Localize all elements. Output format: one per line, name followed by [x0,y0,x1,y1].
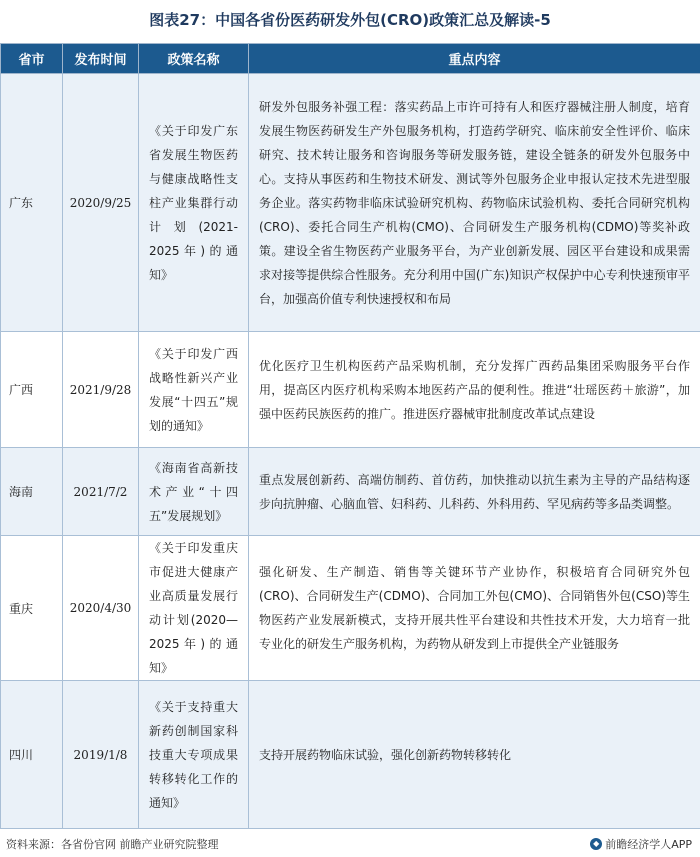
brand [590,836,692,852]
cell-date: 2020/4/30 [63,536,139,681]
table-row [1,332,700,448]
table-row [1,74,700,332]
cell-policy: 《关于印发重庆市促进大健康产业高质量发展行动计划(2020—2025年)的通知》 [139,536,249,681]
cell-content: 研发外包服务补强工程：落实药品上市许可持有人和医疗器械注册人制度，培育发展生物医药研发生产外包服务机构，打造药学研究、临床前安全性评价、临床研究、技术转让服务和咨询服务等研发服务链，建设全链条的研发外包服务中心。支持从事医药和生物技术研发、测试等外包服务企业申报认定技术先进型服务企业。落实药物非临床试验研究机构、药物临床试验机构、委托合同研究机构(CRO)、委托合同生产机构(CMO)、合同研发生产服务机构(CDMO)等奖补政策。建设全省生物医药产业服务平台，为产业创新发展、园区平台建设和成果需求对接等提供综合性服务。充分利用中国(广东)知识产权保护中心专利快速预审平台，加强高价值专利快速授权和布局 [249,74,700,332]
cell-date: 2021/9/28 [63,332,139,448]
source-note: 资料来源：各省份官网 前瞻产业研究院整理 [6,838,219,851]
cell-content: 优化医疗卫生机构医药产品采购机制，充分发挥广西药品集团采购服务平台作用，提高区内医疗机构采购本地医药产品的便利性。推进“壮瑶医药＋旅游”，加强中医药民族医药的推广。推进医疗器械审批制度改革试点建设 [249,332,700,448]
cell-policy: 《关于支持重大新药创制国家科技重大专项成果转移转化工作的通知》 [139,681,249,829]
header-policy: 政策名称 [139,44,249,74]
header-date: 发布时间 [63,44,139,74]
cell-date: 2021/7/2 [63,448,139,536]
table-row [1,681,700,829]
cell-content: 强化研发、生产制造、销售等关键环节产业协作，积极培育合同研究外包(CRO)、合同研发生产(CDMO)、合同加工外包(CMO)、合同销售外包(CSO)等生物医药产业发展新模式，支持开展共性平台建设和共性技术开发，大力培育一批专业化的研发生产服务机构，为药物从研发到上市提供全产业链服务 [249,536,700,681]
header-province: 省市 [1,44,63,74]
policy-table [0,43,700,829]
cell-policy: 《关于印发广东省发展生物医药与健康战略性支柱产业集群行动计划(2021-2025年)的通知》 [139,74,249,332]
cell-province: 海南 [1,448,63,536]
cell-content: 重点发展创新药、高端仿制药、首仿药，加快推动以抗生素为主导的产品结构逐步向抗肿瘤、心脑血管、妇科药、儿科药、外科用药、罕见病药等多品类调整。 [249,448,700,536]
cell-policy: 《海南省高新技术产业“十四五”发展规划》 [139,448,249,536]
qianzhan-logo-icon: ◆ [590,838,602,850]
cell-province: 四川 [1,681,63,829]
cell-date: 2019/1/8 [63,681,139,829]
footer [0,830,700,857]
table-header-row [1,44,700,74]
brand-label: 前瞻经济学人APP [605,838,692,851]
cell-province: 广西 [1,332,63,448]
table-row [1,536,700,681]
cell-content: 支持开展药物临床试验，强化创新药物转移转化 [249,681,700,829]
chart-title: 图表27：中国各省份医药研发外包(CRO)政策汇总及解读-5 [149,11,551,29]
cell-policy: 《关于印发广西战略性新兴产业发展“十四五”规划的通知》 [139,332,249,448]
cell-date: 2020/9/25 [63,74,139,332]
cell-province: 广东 [1,74,63,332]
cell-province: 重庆 [1,536,63,681]
header-content: 重点内容 [249,44,700,74]
table-row [1,448,700,536]
